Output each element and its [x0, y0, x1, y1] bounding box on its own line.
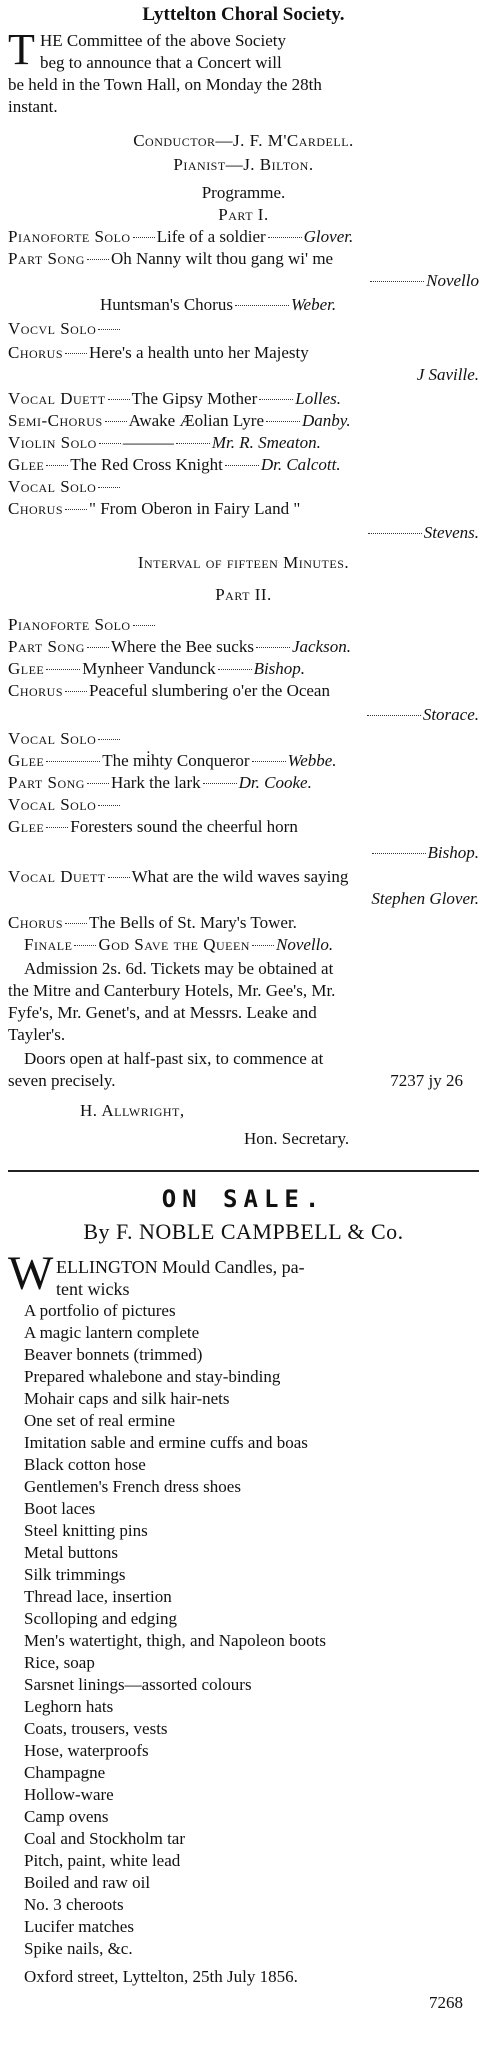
item-piece: The Red Cross Knight	[70, 455, 223, 474]
item-piece: The Bells of St. Mary's Tower.	[89, 913, 297, 932]
item-kind: Vocal Solo	[8, 477, 97, 496]
programme-item-composer-line	[8, 704, 479, 726]
dateline: Oxford street, Lyttelton, 25th July 1856.	[24, 1967, 298, 1986]
doors-line-1: Doors open at half-past six, to commence at	[24, 1049, 324, 1068]
item-piece: " From Oberon in Fairy Land "	[89, 499, 301, 518]
admission-line-2: the Mitre and Canterbury Hotels, Mr. Gee's, Mr.	[8, 981, 336, 1000]
programme-item	[8, 636, 479, 658]
interval-line: Interval of fifteen Minutes.	[137, 553, 350, 572]
item-piece: Here's a health unto her Majesty	[89, 343, 309, 362]
item-kind: Part Song	[8, 773, 85, 792]
programme-item	[8, 728, 479, 750]
sale-item: Boiled and raw oil	[24, 1873, 151, 1892]
section-divider	[8, 1170, 479, 1172]
item-piece: Foresters sound the cheerful horn	[70, 817, 298, 836]
drop-cap-t: T	[8, 25, 35, 74]
item-piece: Awake Æolian Lyre	[128, 411, 264, 430]
item-piece: Life of a soldier	[156, 227, 266, 246]
sale-item: Scolloping and edging	[24, 1609, 177, 1628]
programme-item	[8, 226, 479, 248]
programme-item-composer-line	[8, 522, 479, 544]
leader-dots	[372, 853, 426, 854]
item-kind: Semi-Chorus	[8, 411, 103, 430]
item-composer: Stevens.	[423, 523, 479, 542]
sale-item: Imitation sable and ermine cuffs and boas	[24, 1433, 308, 1452]
sale-item: A magic lantern complete	[24, 1323, 200, 1342]
item-composer: Bishop.	[253, 659, 306, 678]
sale-item: Spike nails, &c.	[24, 1939, 133, 1958]
item-composer: J Saville.	[416, 365, 479, 384]
item-piece: ———	[122, 433, 174, 452]
item-kind: Vocvl Solo	[8, 319, 97, 338]
item-piece: What are the wild waves saying	[131, 867, 349, 886]
signer-name: H. Allwright,	[80, 1101, 185, 1120]
leader-dots	[108, 877, 130, 878]
programme-item	[24, 934, 479, 956]
item-kind: Vocal Duett	[8, 867, 106, 886]
item-composer: Lolles.	[295, 389, 342, 408]
leader-dots	[98, 739, 120, 740]
sale-item: Boot laces	[24, 1499, 96, 1518]
leader-dots	[87, 259, 109, 260]
item-piece: Huntsman's Chorus	[100, 295, 233, 314]
sale-item: Champagne	[24, 1763, 106, 1782]
sale-item: Steel knitting pins	[24, 1521, 148, 1540]
notice-ref: 7268	[429, 1993, 463, 2012]
item-kind: Glee	[8, 817, 45, 836]
leader-dots	[65, 923, 87, 924]
sale-item: A portfolio of pictures	[24, 1301, 176, 1320]
leader-dots	[46, 761, 100, 762]
intro-line-2: beg to announce that a Concert will	[40, 53, 282, 72]
leader-dots	[108, 399, 130, 400]
leader-dots	[74, 945, 96, 946]
sale-item: Black cotton hose	[24, 1455, 146, 1474]
admission-line-1: Admission 2s. 6d. Tickets may be obtained at	[24, 959, 334, 978]
item-composer: Novello	[426, 271, 479, 290]
item-composer: Jackson.	[291, 637, 351, 656]
leader-dots	[368, 533, 422, 534]
item-kind: Vocal Duett	[8, 389, 106, 408]
leader-dots	[99, 443, 121, 444]
item-piece: Oh Nanny wilt thou gang wi' me	[110, 249, 334, 268]
pianist-line: Pianist—J. Bilton.	[173, 155, 314, 174]
leader-dots	[252, 945, 274, 946]
sale-item: Coal and Stockholm tar	[24, 1829, 186, 1848]
part-2-heading: Part II.	[215, 585, 272, 604]
leader-dots	[252, 761, 286, 762]
programme-item	[8, 912, 479, 934]
firm-name: By F. NOBLE CAMPBELL & Co.	[83, 1219, 404, 1244]
leader-dots	[98, 805, 120, 806]
item-piece: God Save the Queen	[98, 935, 250, 954]
item-piece: Peaceful slumbering o'er the Ocean	[89, 681, 330, 700]
sale-item: Metal buttons	[24, 1543, 118, 1562]
programme-item	[8, 816, 479, 838]
sale-item: Camp ovens	[24, 1807, 109, 1826]
item-piece: The mi̇hty Conqueror	[102, 751, 250, 770]
first-item-line-2: tent wicks	[56, 1279, 130, 1299]
admission-line-4: Tayler's.	[8, 1025, 66, 1044]
item-kind: Violin Solo	[8, 433, 97, 452]
sale-item: Sarsnet linings—assorted colours	[24, 1675, 252, 1694]
sale-item: Gentlemen's French dress shoes	[24, 1477, 241, 1496]
programme-item	[100, 294, 479, 316]
programme-item	[8, 772, 479, 794]
sale-item: Hollow-ware	[24, 1785, 114, 1804]
sale-item: One set of real ermine	[24, 1411, 176, 1430]
part-1-heading: Part I.	[218, 205, 269, 224]
leader-dots	[225, 465, 259, 466]
programme-item	[8, 454, 479, 476]
leader-dots	[203, 783, 237, 784]
first-item-line-1: ELLINGTON Mould Candles, pa-	[56, 1257, 305, 1277]
intro-line-3: be held in the Town Hall, on Monday the 28th	[8, 75, 322, 94]
item-composer: Bishop.	[427, 843, 479, 862]
item-kind: Vocal Solo	[8, 729, 97, 748]
leader-dots	[268, 237, 302, 238]
item-composer: Webbe.	[287, 751, 337, 770]
leader-dots	[65, 691, 87, 692]
item-composer: Storace.	[422, 705, 479, 724]
leader-dots	[98, 487, 120, 488]
sale-item: Leghorn hats	[24, 1697, 114, 1716]
item-kind: Glee	[8, 659, 45, 678]
item-kind: Part Song	[8, 637, 85, 656]
sale-item: Coats, trousers, vests	[24, 1719, 168, 1738]
programme-item-composer-line	[8, 842, 479, 864]
leader-dots	[256, 647, 290, 648]
sale-item: Pitch, paint, white lead	[24, 1851, 181, 1870]
programme-item	[8, 658, 479, 680]
item-kind: Glee	[8, 455, 45, 474]
item-piece: Where the Bee sucks	[110, 637, 254, 656]
leader-dots	[46, 669, 80, 670]
intro-line-4: instant.	[8, 97, 58, 116]
item-piece: The Gipsy Mother	[131, 389, 258, 408]
leader-dots	[367, 715, 421, 716]
item-composer: Mr. R. Smeaton.	[211, 433, 321, 452]
programme-item	[8, 680, 479, 702]
item-piece: Hark the lark	[110, 773, 201, 792]
programme-heading: Programme.	[201, 183, 286, 202]
item-kind: Chorus	[8, 681, 64, 700]
leader-dots	[133, 625, 155, 626]
item-piece: Mynheer Vandunck	[82, 659, 216, 678]
sale-item: Men's watertight, thigh, and Napoleon boots	[24, 1631, 326, 1650]
item-composer: Danby.	[302, 411, 351, 430]
item-composer: Dr. Cooke.	[238, 773, 312, 792]
sale-item: Silk trimmings	[24, 1565, 126, 1584]
leader-dots	[133, 237, 155, 238]
doors-line-2: seven precisely.	[8, 1071, 116, 1090]
leader-dots	[370, 281, 424, 282]
leader-dots	[65, 509, 87, 510]
item-composer: Glover.	[303, 227, 354, 246]
item-kind: Vocal Solo	[8, 795, 97, 814]
programme-item	[8, 410, 479, 432]
intro-line-1: HE Committee of the above Society	[40, 31, 286, 50]
sale-item: Mohair caps and silk hair-nets	[24, 1389, 230, 1408]
leader-dots	[266, 421, 300, 422]
leader-dots	[176, 443, 210, 444]
leader-dots	[105, 421, 127, 422]
programme-item	[8, 866, 479, 888]
drop-cap-w: W	[8, 1247, 54, 1300]
programme-item	[8, 476, 479, 498]
signer-title: Hon. Secretary.	[244, 1129, 350, 1148]
programme-item	[8, 794, 479, 816]
programme-item-composer-line	[8, 270, 479, 292]
item-kind: Glee	[8, 751, 45, 770]
programme-item	[8, 750, 479, 772]
leader-dots	[87, 783, 109, 784]
admission-line-3: Fyfe's, Mr. Genet's, and at Messrs. Leake and	[8, 1003, 317, 1022]
on-sale-heading: ON SALE.	[161, 1185, 326, 1213]
item-kind: Chorus	[8, 499, 64, 518]
programme-item	[8, 432, 479, 454]
item-composer: Novello.	[275, 935, 334, 954]
programme-item	[8, 318, 479, 340]
notice-title: Lyttelton Choral Society.	[142, 4, 345, 25]
leader-dots	[46, 465, 68, 466]
item-composer: Stephen Glover.	[371, 889, 479, 908]
leader-dots	[46, 827, 68, 828]
item-kind: Pianoforte Solo	[8, 615, 131, 634]
sale-item: Prepared whalebone and stay-binding	[24, 1367, 281, 1386]
item-composer: Dr. Calcott.	[260, 455, 341, 474]
sale-item: Rice, soap	[24, 1653, 95, 1672]
programme-item	[8, 614, 479, 636]
leader-dots	[98, 329, 120, 330]
item-kind: Chorus	[8, 913, 64, 932]
sale-item: Lucifer matches	[24, 1917, 134, 1936]
item-kind: Finale	[24, 935, 73, 954]
sale-item: Hose, waterproofs	[24, 1741, 149, 1760]
programme-item	[8, 388, 479, 410]
leader-dots	[87, 647, 109, 648]
leader-dots	[65, 353, 87, 354]
programme-item	[8, 498, 479, 520]
item-kind: Pianoforte Solo	[8, 227, 131, 246]
sale-item: Thread lace, insertion	[24, 1587, 172, 1606]
leader-dots	[218, 669, 252, 670]
programme-item	[8, 248, 479, 270]
item-composer: Weber.	[290, 295, 337, 314]
leader-dots	[259, 399, 293, 400]
item-kind: Part Song	[8, 249, 85, 268]
item-kind: Chorus	[8, 343, 64, 362]
notice-ref: 7237 jy 26	[390, 1071, 463, 1090]
leader-dots	[235, 305, 289, 306]
programme-item	[8, 342, 479, 364]
conductor-line: Conductor—J. F. M'Cardell.	[133, 131, 354, 150]
sale-item: Beaver bonnets (trimmed)	[24, 1345, 203, 1364]
sale-item: No. 3 cheroots	[24, 1895, 124, 1914]
